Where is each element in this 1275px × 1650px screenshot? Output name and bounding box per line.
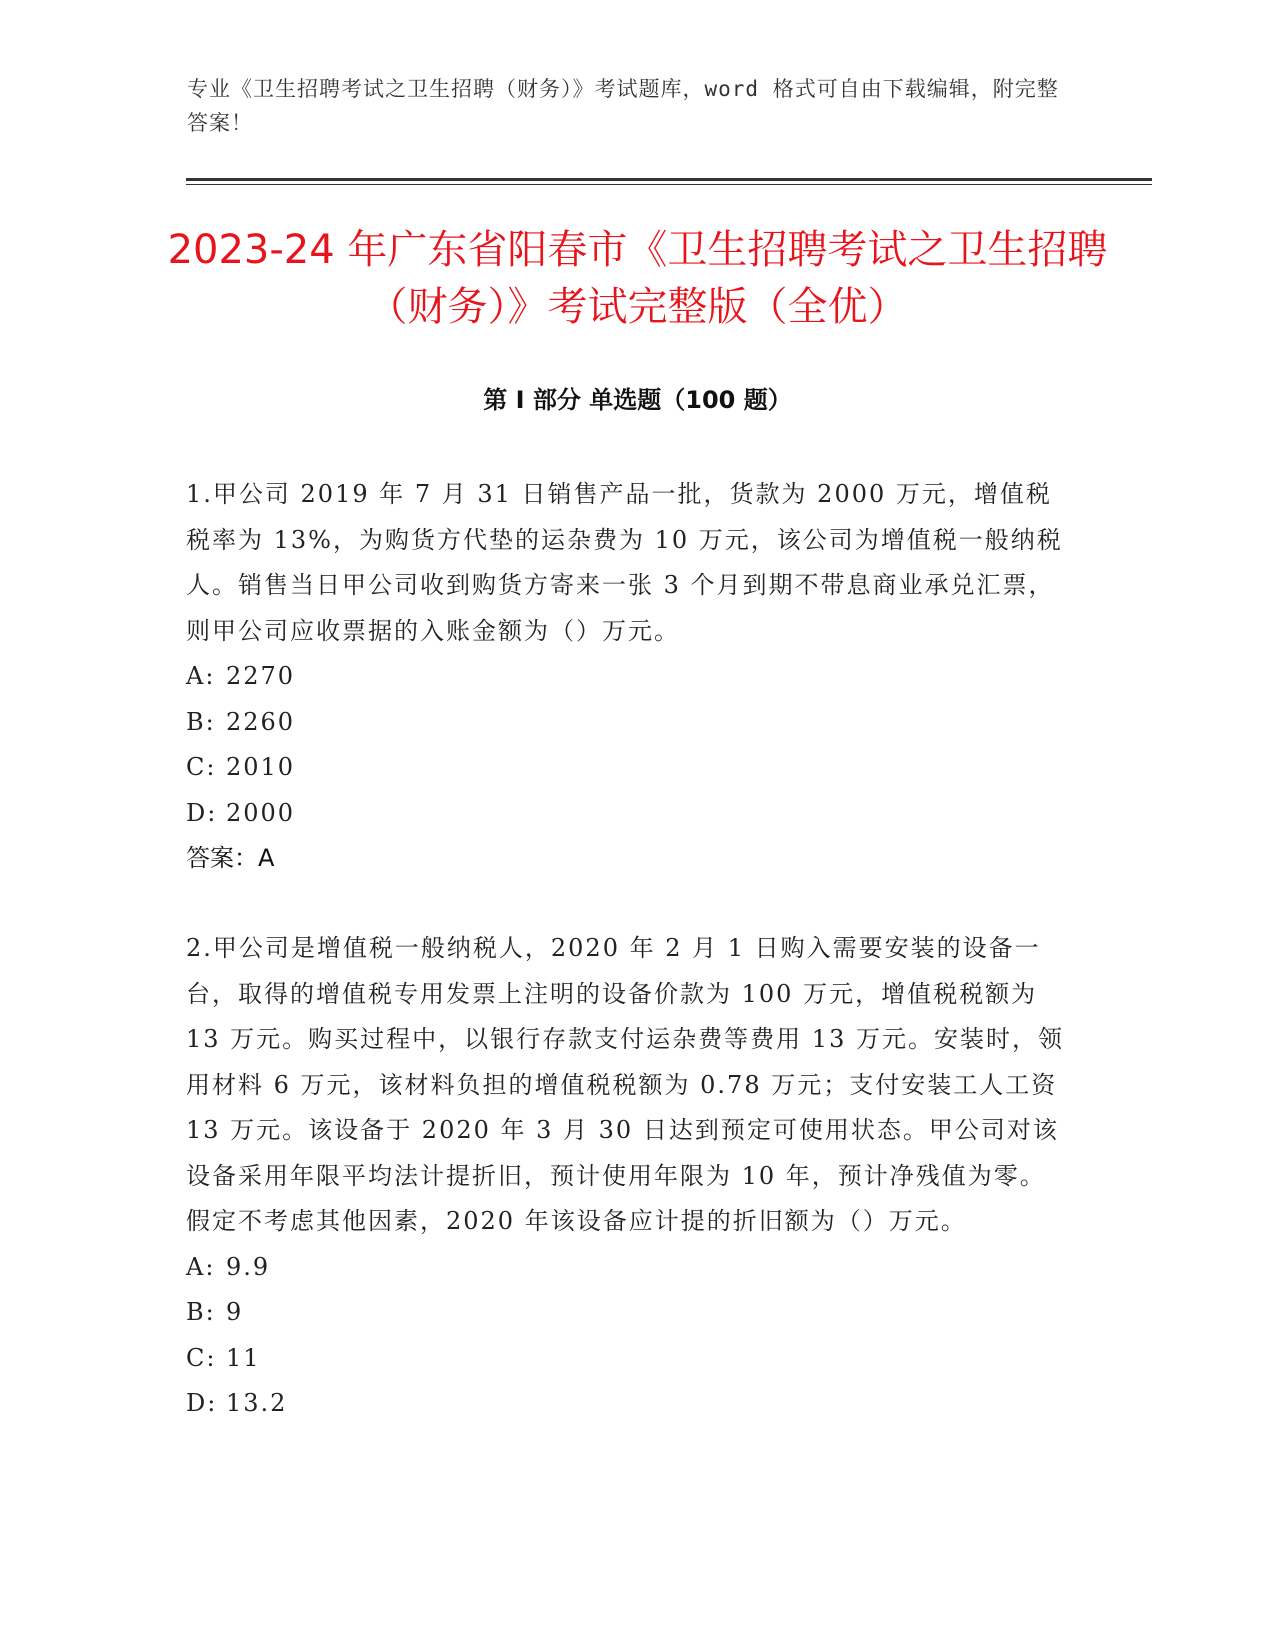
question-stem: 1.甲公司 2019 年 7 月 31 日销售产品一批，货款为 2000 万元，增值税税率为 13%，为购货方代垫的运杂费为 10 万元，该公司为增值税一般纳税人。销售当日甲公司收到购货方寄来一张 3 个月到期不带息商业承兑汇票，则甲公司应收票据的入账金额为（）万元。: [186, 480, 1063, 645]
option-letter: D:: [186, 798, 218, 827]
option-text: 9: [226, 1298, 244, 1326]
option-a: [186, 654, 1066, 700]
question-2: [186, 926, 1066, 1427]
option-text: 2000: [226, 798, 296, 827]
header-divider-thin: [186, 184, 1152, 185]
question-stem: 2.甲公司是增值税一般纳税人，2020 年 2 月 1 日购入需要安装的设备一台，取得的增值税专用发票上注明的设备价款为 100 万元，增值税税额为 13 万元。购买过程中，以银行存款支付运杂费等费用 13 万元。安装时，领用材料 6 万元，该材料负担的增值税税额为 0.78 万元；支付安装工人工资 13 万元。该设备于 2020 年 3 月 30 日达到预定可使用状态。甲公司对该设备采用年限平均法计提折旧，预计使用年限为 10 年，预计净残值为零。假定不考虑其他因素，2020 年该设备应计提的折旧额为（）万元。: [186, 934, 1064, 1235]
option-letter: A:: [186, 662, 216, 690]
header-divider-thick: [186, 178, 1152, 181]
option-text: 13.2: [226, 1389, 288, 1417]
answer-label: 答案：A: [186, 844, 275, 872]
option-text: 2270: [226, 662, 296, 690]
option-b: [186, 700, 1066, 746]
option-letter: A:: [186, 1252, 216, 1281]
section-title: 第 I 部分 单选题（100 题）: [483, 386, 792, 414]
option-b: [186, 1290, 1066, 1336]
option-text: 2010: [226, 753, 296, 781]
option-letter: B:: [186, 1298, 216, 1326]
question-1: [186, 472, 1066, 882]
option-text: 2260: [226, 707, 296, 736]
header-note: 专业《卫生招聘考试之卫生招聘（财务）》考试题库，word 格式可自由下载编辑，附完整答案！: [187, 77, 1059, 135]
option-d: [186, 791, 1066, 837]
option-text: 9.9: [226, 1252, 271, 1281]
option-letter: C:: [186, 1343, 217, 1372]
option-d: [186, 1381, 1066, 1427]
option-letter: D:: [186, 1389, 218, 1417]
option-c: [186, 745, 1066, 791]
document-title: 2023-24 年广东省阳春市《卫生招聘考试之卫生招聘（财务）》考试完整版（全优）: [167, 227, 1108, 330]
option-letter: C:: [186, 753, 217, 781]
option-letter: B:: [186, 707, 216, 736]
option-c: [186, 1336, 1066, 1382]
option-a: [186, 1245, 1066, 1291]
option-text: 11: [226, 1343, 261, 1372]
